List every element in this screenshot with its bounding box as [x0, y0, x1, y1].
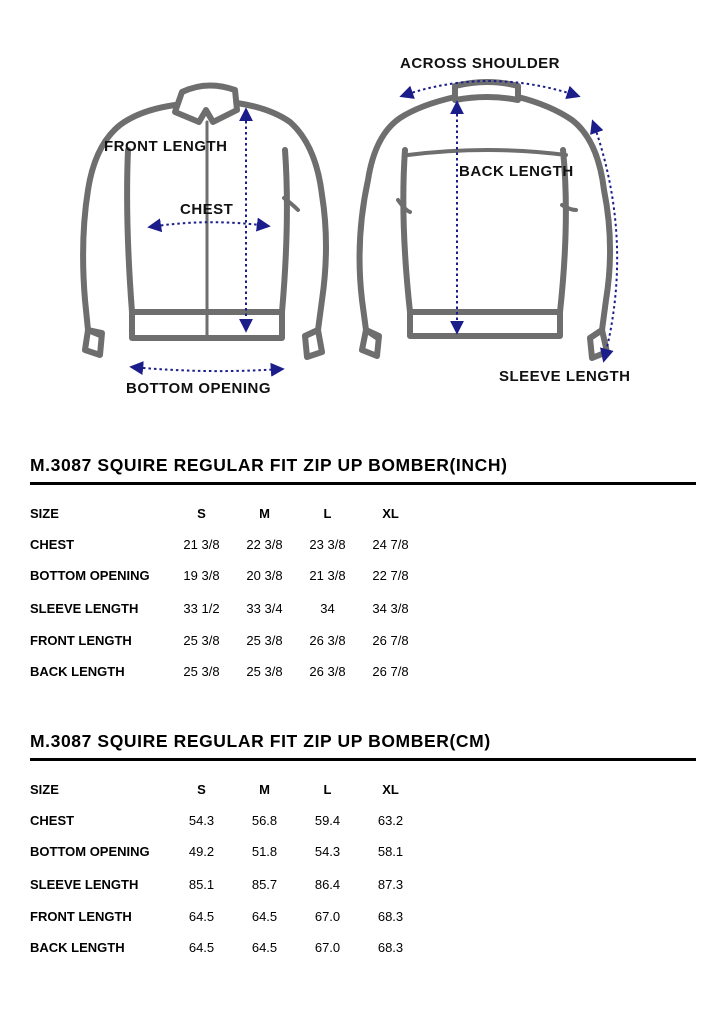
row-label: SLEEVE LENGTH [30, 876, 139, 892]
cell: 25 3/8 [246, 633, 283, 648]
back-length-label: BACK LENGTH [459, 163, 574, 180]
table-row [30, 867, 422, 901]
cell: 64.5 [188, 909, 215, 924]
inch-size-table [30, 498, 422, 687]
row-label: FRONT LENGTH [30, 909, 132, 924]
cell: 64.5 [188, 940, 215, 955]
table-row [30, 625, 422, 656]
row-label: CHEST [30, 537, 75, 552]
table-row [30, 901, 422, 932]
cell: 21 3/8 [309, 568, 346, 583]
cell: 21 3/8 [183, 537, 220, 552]
table-header-row [30, 498, 422, 529]
size-header: SIZE [30, 506, 59, 521]
front-jacket-illustration [83, 85, 326, 357]
table-header-row [30, 774, 422, 805]
cell: 67.0 [314, 940, 341, 955]
cell: 54.3 [314, 844, 341, 859]
cell: 22 7/8 [372, 568, 409, 583]
cell: 33 3/4 [246, 600, 283, 616]
chest-arrow [150, 222, 268, 227]
cm-title-divider [30, 758, 696, 761]
table-row [30, 591, 422, 625]
cell: 56.8 [251, 813, 278, 828]
cell: 25 3/8 [183, 633, 220, 648]
size-s-header: S [197, 782, 206, 797]
row-label: BOTTOM OPENING [30, 844, 150, 859]
table-row [30, 656, 422, 687]
row-label: FRONT LENGTH [30, 633, 132, 648]
table-row [30, 805, 422, 836]
row-label: SLEEVE LENGTH [30, 600, 139, 616]
size-l-header: L [323, 506, 332, 521]
size-s-header: S [197, 506, 206, 521]
cell: 34 [320, 600, 335, 616]
cell: 64.5 [251, 909, 278, 924]
cell: 19 3/8 [183, 568, 220, 583]
cell: 34 3/8 [372, 600, 409, 616]
cell: 49.2 [188, 844, 215, 859]
cell: 33 1/2 [183, 600, 220, 616]
cell: 67.0 [314, 909, 341, 924]
cell: 26 3/8 [309, 633, 346, 648]
bottom-opening-arrow [132, 367, 282, 371]
row-label: BOTTOM OPENING [30, 568, 150, 583]
cell: 63.2 [377, 813, 404, 828]
size-m-header: M [259, 782, 270, 797]
cell: 20 3/8 [246, 568, 283, 583]
cell: 86.4 [314, 876, 341, 892]
cell: 68.3 [377, 909, 404, 924]
cell: 85.1 [188, 876, 215, 892]
inch-title-divider [30, 482, 696, 485]
front-length-label: FRONT LENGTH [104, 138, 228, 155]
table-row [30, 836, 422, 867]
cell: 26 3/8 [309, 664, 346, 679]
size-header: SIZE [30, 782, 59, 797]
cell: 59.4 [314, 813, 341, 828]
cm-size-table [30, 774, 422, 963]
cell: 51.8 [251, 844, 278, 859]
cell: 26 7/8 [372, 664, 409, 679]
cell: 24 7/8 [372, 537, 409, 552]
cell: 85.7 [251, 876, 278, 892]
cm-size-section [30, 731, 696, 963]
across-shoulder-label: ACROSS SHOULDER [400, 55, 561, 72]
cell: 22 3/8 [246, 537, 283, 552]
sleeve-length-label: SLEEVE LENGTH [499, 368, 631, 385]
size-m-header: M [259, 506, 270, 521]
table-row [30, 932, 422, 963]
cell: 25 3/8 [183, 664, 220, 679]
cell: 87.3 [377, 876, 404, 892]
chest-label: CHEST [180, 201, 234, 218]
back-jacket-illustration [360, 82, 611, 358]
cell: 25 3/8 [246, 664, 283, 679]
cm-table-title: M.3087 SQUIRE REGULAR FIT ZIP UP BOMBER(CM) [30, 731, 491, 751]
row-label: BACK LENGTH [30, 664, 125, 679]
table-row [30, 529, 422, 560]
row-label: CHEST [30, 813, 75, 828]
size-xl-header: XL [382, 782, 399, 797]
inch-table-title: M.3087 SQUIRE REGULAR FIT ZIP UP BOMBER(INCH) [30, 455, 508, 475]
table-row [30, 560, 422, 591]
inch-size-section [30, 455, 696, 687]
measurement-diagram [0, 0, 723, 420]
size-xl-header: XL [382, 506, 399, 521]
cell: 23 3/8 [309, 537, 346, 552]
cell: 54.3 [188, 813, 215, 828]
cell: 58.1 [377, 844, 404, 859]
cell: 64.5 [251, 940, 278, 955]
cell: 26 7/8 [372, 633, 409, 648]
bottom-opening-label: BOTTOM OPENING [126, 380, 272, 397]
row-label: BACK LENGTH [30, 940, 125, 955]
cell: 68.3 [377, 940, 404, 955]
size-l-header: L [323, 782, 332, 797]
